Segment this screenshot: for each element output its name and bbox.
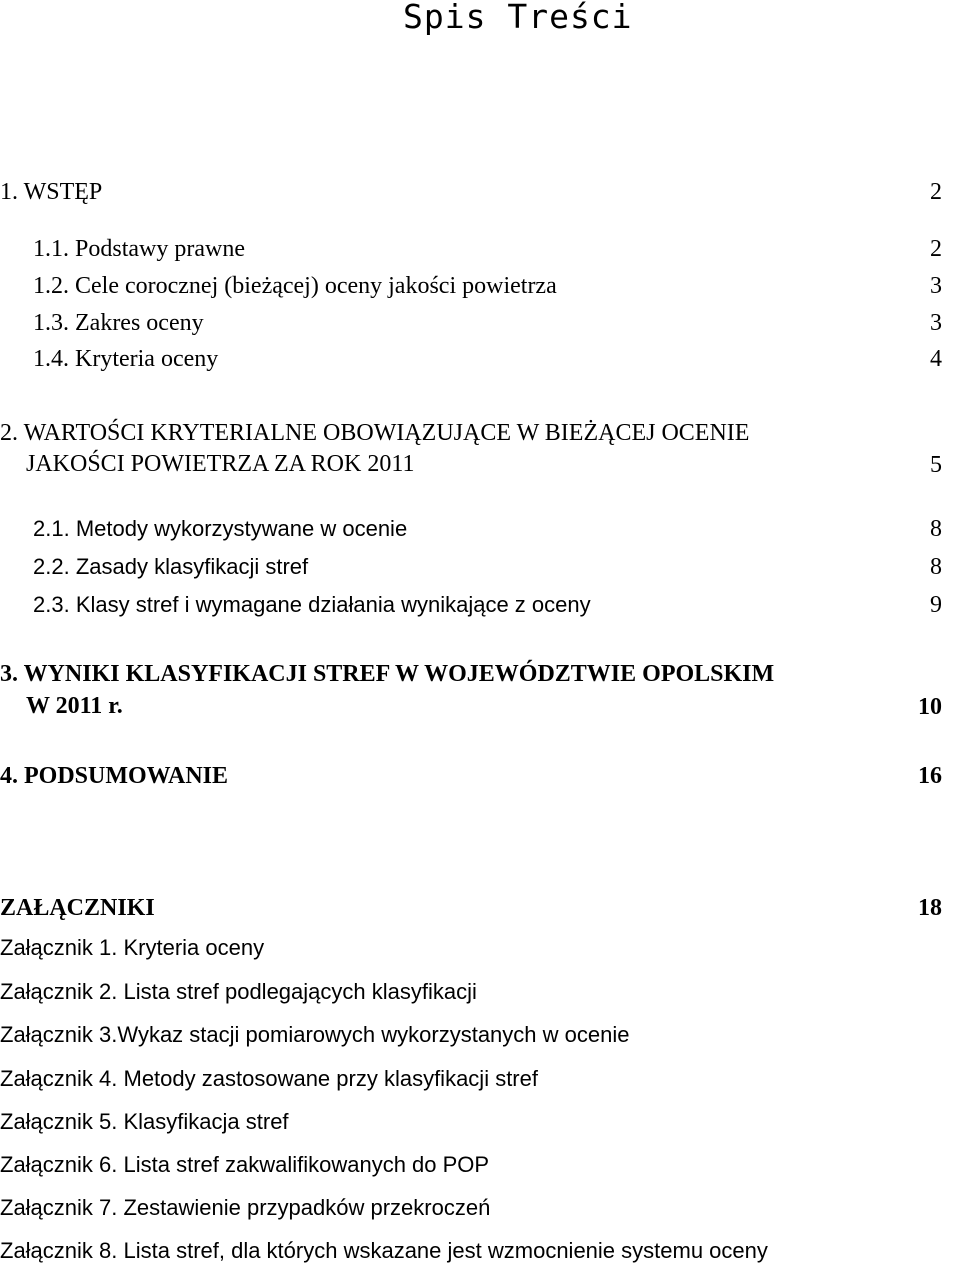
toc-entry[interactable] [0, 421, 749, 445]
toc-entry-number: 2. [0, 420, 18, 446]
attachment-item[interactable]: Załącznik 8. Lista stref, dla których wskazane jest wzmocnienie systemu oceny [0, 1238, 768, 1263]
toc-entry[interactable] [0, 662, 774, 686]
attachment-item[interactable]: Załącznik 6. Lista stref zakwalifikowanych do POP [0, 1152, 490, 1177]
toc-entry-number: 1.1. [33, 236, 69, 262]
toc-entry-number: 4. [0, 763, 18, 789]
toc-entry-page: 10 [918, 694, 942, 720]
toc-subentry[interactable] [33, 274, 557, 298]
attachment-item[interactable]: Załącznik 5. Klasyfikacja stref [0, 1109, 289, 1134]
toc-entry-page: 8 [930, 516, 942, 542]
attachment-item[interactable]: Załącznik 1. Kryteria oceny [0, 935, 265, 960]
toc-entry-label: PODSUMOWANIE [24, 763, 229, 789]
toc-subentry[interactable] [33, 237, 245, 261]
attachment-item[interactable]: Załącznik 2. Lista stref podlegających klasyfikacji [0, 979, 477, 1004]
toc-entry-label: Zasady klasyfikacji stref [75, 554, 309, 579]
toc-subentry[interactable] [33, 518, 407, 540]
toc-subentry[interactable] [33, 594, 591, 616]
toc-entry-page: 2 [930, 179, 942, 205]
toc-entry-number: 2.3. [33, 592, 70, 617]
toc-entry-label-continued: JAKOŚCI POWIETRZA ZA ROK 2011 [26, 451, 415, 477]
toc-entry-label: WARTOŚCI KRYTERIALNE OBOWIĄZUJĄCE W BIEŻĄCEJ OCENIE [23, 420, 750, 446]
toc-entry-page: 2 [930, 236, 942, 262]
toc-entry[interactable] [0, 180, 102, 204]
attachment-item[interactable]: Załącznik 3.Wykaz stacji pomiarowych wykorzystanych w ocenie [0, 1022, 630, 1047]
toc-entry-label: WSTĘP [23, 179, 103, 205]
toc-entry-page: 9 [930, 592, 942, 618]
toc-entry-number: 2.2. [33, 554, 70, 579]
toc-entry-number: 1.4. [33, 346, 69, 372]
toc-entry-label: Cele corocznej (bieżącej) oceny jakości powietrza [75, 273, 557, 299]
toc-entry-label: Podstawy prawne [75, 236, 245, 262]
toc-entry-label: Klasy stref i wymagane działania wynikające z oceny [75, 592, 591, 617]
toc-entry-number: 1.3. [33, 310, 69, 336]
toc-subentry[interactable] [33, 311, 204, 335]
toc-subentry[interactable] [33, 347, 218, 371]
toc-entry-page: 8 [930, 554, 942, 580]
toc-entry-label: WYNIKI KLASYFIKACJI STREF W WOJEWÓDZTWIE OPOLSKIM [23, 661, 775, 687]
toc-entry-label-continued: W 2011 r. [26, 693, 123, 719]
toc-entry-label: Zakres oceny [75, 310, 204, 336]
toc-entry-number: 1.2. [33, 273, 69, 299]
toc-entry-page: 4 [930, 346, 942, 372]
toc-subentry[interactable] [33, 556, 308, 578]
toc-entry-page: 3 [930, 273, 942, 299]
toc-entry-number: 3. [0, 661, 18, 687]
attachment-item[interactable]: Załącznik 4. Metody zastosowane przy klasyfikacji stref [0, 1066, 538, 1091]
toc-entry-page: 16 [918, 763, 942, 789]
toc-entry-number: 2.1. [33, 516, 70, 541]
page-title: Spis Treści [403, 0, 633, 36]
toc-entry-label: Metody wykorzystywane w ocenie [75, 516, 408, 541]
attachments-heading[interactable]: ZAŁĄCZNIKI [0, 895, 155, 921]
toc-entry-page: 5 [930, 452, 942, 478]
toc-entry-page: 18 [918, 895, 942, 921]
toc-entry[interactable] [0, 764, 228, 788]
toc-entry-label: Kryteria oceny [75, 346, 219, 372]
attachment-item[interactable]: Załącznik 7. Zestawienie przypadków przekroczeń [0, 1195, 491, 1220]
toc-entry-number: 1. [0, 179, 18, 205]
toc-entry-page: 3 [930, 310, 942, 336]
